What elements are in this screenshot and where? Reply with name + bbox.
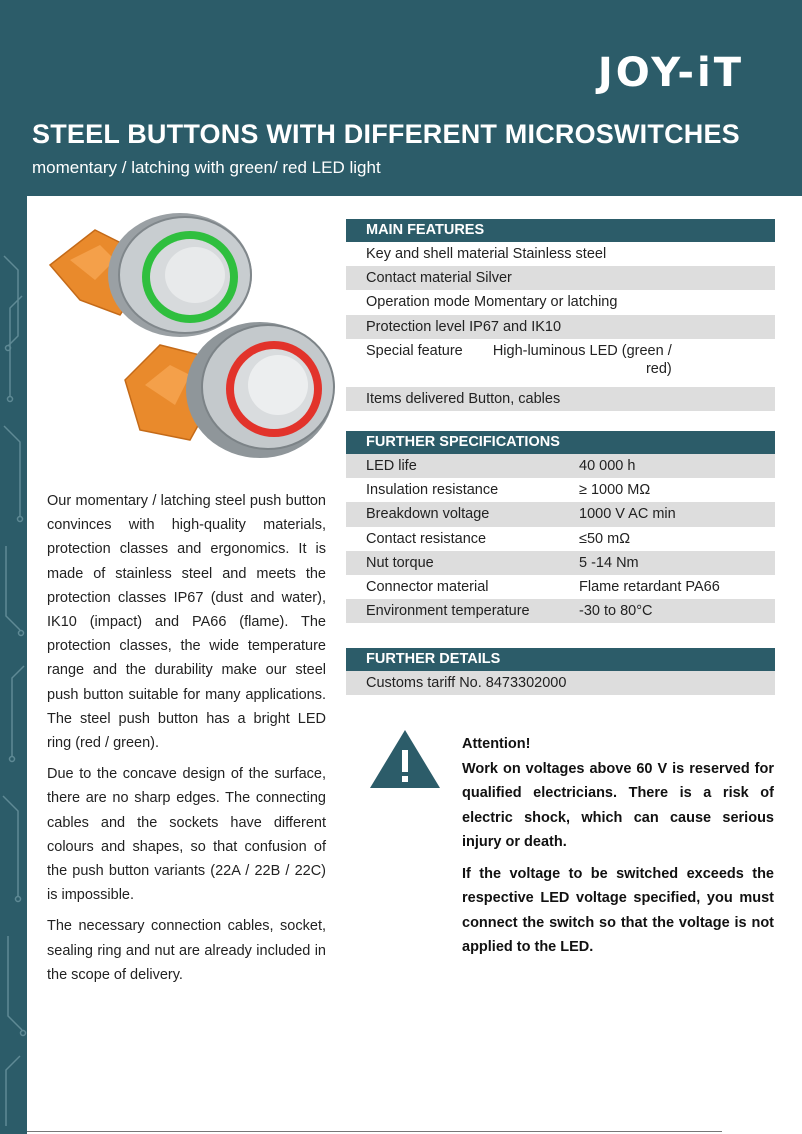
- table-row: Key and shell material Stainless steel: [366, 246, 607, 262]
- page-title: STEEL BUTTONS WITH DIFFERENT MICROSWITCHES: [32, 119, 740, 149]
- table-row: Connector material Flame retardant PA66: [366, 579, 720, 596]
- main-features-heading: MAIN FEATURES: [346, 219, 775, 242]
- table-row: Contact material Silver: [346, 266, 775, 290]
- attention-text-1: Work on voltages above 60 V is reserved for qualified electricians. There is a risk of electric shock, which can cause serious injury or death.: [462, 760, 774, 850]
- header-banner: [0, 0, 802, 196]
- circuit-sidebar: [0, 196, 27, 1134]
- table-row: Contact resistance ≤50 mΩ: [366, 530, 631, 547]
- push-button-photo-icon: [40, 205, 340, 465]
- main-features-table: [346, 219, 775, 411]
- warning-triangle-icon: [368, 728, 442, 790]
- description-paragraph-1: Our momentary / latching steel push button convinces with high-quality materials, protection classes and ergonomics. It is made of stainless steel and meets the protection classes IP67 (dust and water), IK10 (impact) and PA66 (flame). The protection classes, the wide temperature range and the durability make our steel push button suitable for many applications. The steel push button has a bright LED ring (red / green).: [47, 493, 326, 752]
- description-paragraph-3: The necessary connection cables, socket, sealing ring and nut are already included in the scope of delivery.: [47, 918, 326, 983]
- further-details-heading: FURTHER DETAILS: [346, 648, 775, 671]
- table-row: LED life 40 000 h: [346, 454, 775, 478]
- table-row: Protection level IP67 and IK10: [346, 315, 775, 339]
- table-row: Customs tariff No. 8473302000: [346, 671, 775, 695]
- table-row: Special feature High-luminous LED (green / red): [366, 342, 672, 377]
- table-row: Breakdown voltage 1000 V AC min: [346, 502, 775, 526]
- table-row: Operation mode Momentary or latching: [366, 294, 618, 311]
- table-row: Insulation resistance ≥ 1000 MΩ: [366, 482, 651, 499]
- table-row: Items delivered Button, cables: [346, 387, 775, 411]
- attention-notice: [462, 732, 774, 967]
- product-image: [40, 205, 340, 465]
- description-paragraph-2: Due to the concave design of the surface, there are no sharp edges. The connecting cables and the sockets have different colours and shapes, so that confusion of the push button variants (22A / 22B / 22C) is impossible.: [47, 766, 326, 904]
- circuit-pattern-icon: [0, 196, 27, 1134]
- further-details-table: [346, 648, 775, 695]
- attention-text-2: If the voltage to be switched exceeds the respective LED voltage specified, you must connect the switch so that the voltage is not applied to the LED.: [462, 865, 774, 955]
- attention-title: Attention!: [462, 736, 531, 752]
- product-description: [47, 489, 326, 994]
- table-row: Nut torque 5 -14 Nm: [346, 551, 775, 575]
- table-row: Environment temperature -30 to 80°C: [346, 599, 775, 623]
- further-specifications-table: [346, 431, 775, 623]
- bottom-rule: [27, 1131, 722, 1132]
- page-subtitle: momentary / latching with green/ red LED light: [32, 158, 381, 177]
- joy-it-logo: JOY-iT: [597, 50, 744, 96]
- further-specifications-heading: FURTHER SPECIFICATIONS: [346, 431, 775, 454]
